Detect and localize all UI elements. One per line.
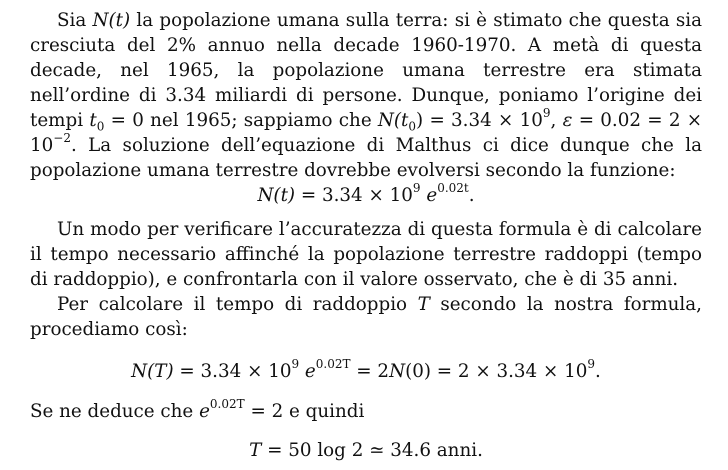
math-epsilon: ε xyxy=(562,110,573,131)
math-exponent: 9 xyxy=(412,180,421,195)
text-run: . xyxy=(595,361,601,382)
math-subscript: 0 xyxy=(408,119,417,134)
equation-doubling xyxy=(30,356,702,384)
text-run: = 2 e quindi xyxy=(250,401,365,422)
math-N: N xyxy=(389,361,406,382)
math-exponent: 0.02T xyxy=(315,356,351,371)
math-e: e xyxy=(426,185,438,206)
equation-population xyxy=(30,180,702,208)
math-value: = 50 log 2 ≃ 34.6 anni. xyxy=(267,440,483,461)
text-run: Per calcolare il tempo di raddoppio xyxy=(57,294,408,315)
paragraph-malthus-intro xyxy=(30,8,702,183)
equation-result xyxy=(30,438,702,463)
math-exponent: 9 xyxy=(587,356,596,371)
math-N-t0: N(t xyxy=(377,110,409,131)
math-value: (0) = 2 × 3.34 × 10 xyxy=(405,361,588,382)
text-run: , xyxy=(550,110,557,131)
math-e: e xyxy=(199,401,210,422)
text-run: = 0 nel 1965; sappiamo che xyxy=(110,110,372,131)
math-t: t xyxy=(89,110,97,131)
text-run: . xyxy=(468,185,475,206)
math-value: = 3.34 × 10 xyxy=(179,361,292,382)
paragraph-doubling-time: Un modo per verificare l’accuratezza di questa formula è di calcolare il tempo necessario affinché la popolazione terrestre raddoppi (tempo di raddoppio), e confrontarla con il valore osservato, che è di 35 anni. xyxy=(30,219,702,290)
math-exponent: 0.02t xyxy=(437,180,469,195)
math-N-t: N(t) xyxy=(257,185,296,206)
math-value: ) = 3.34 × 10 xyxy=(416,110,543,131)
math-N-t: N(t) xyxy=(92,10,131,31)
math-e: e xyxy=(304,361,316,382)
math-value: = 2 xyxy=(356,361,390,382)
text-run: la popolazione umana sulla terra: si è stimato che questa sia cresciuta del 2% annuo nella decade 1960-1970. A metà di questa decade, nel 1965, la popolazione umana terrestre era stimata nell’ordine di 3.34 miliardi di persone. Dunque, poniamo l’origine dei tempi xyxy=(30,10,703,131)
document-page xyxy=(30,8,702,463)
text-run: Sia xyxy=(57,10,87,31)
text-run: . La soluzione dell’equazione di Malthus ci dice dunque che la popolazione umana terrestre dovrebbe evolversi secondo la funzione: xyxy=(30,135,702,181)
math-N-T: N(T) xyxy=(131,361,174,382)
paragraph-deduce xyxy=(30,396,702,424)
math-exponent: 9 xyxy=(542,105,551,120)
math-exponent: −2 xyxy=(53,130,71,145)
math-exponent: 9 xyxy=(291,356,300,371)
math-T: T xyxy=(249,440,262,461)
math-value: = 3.34 × 10 xyxy=(300,185,413,206)
text-run: secondo la nostra formula, procediamo così: xyxy=(30,294,702,340)
math-T: T xyxy=(417,294,430,315)
math-value: = 0.02 = 2 × 10 xyxy=(30,110,703,156)
paragraph-compute-T xyxy=(30,292,702,342)
math-exponent: 0.02T xyxy=(209,396,245,411)
math-subscript: 0 xyxy=(96,119,105,134)
text-run: Se ne deduce che xyxy=(30,401,194,422)
